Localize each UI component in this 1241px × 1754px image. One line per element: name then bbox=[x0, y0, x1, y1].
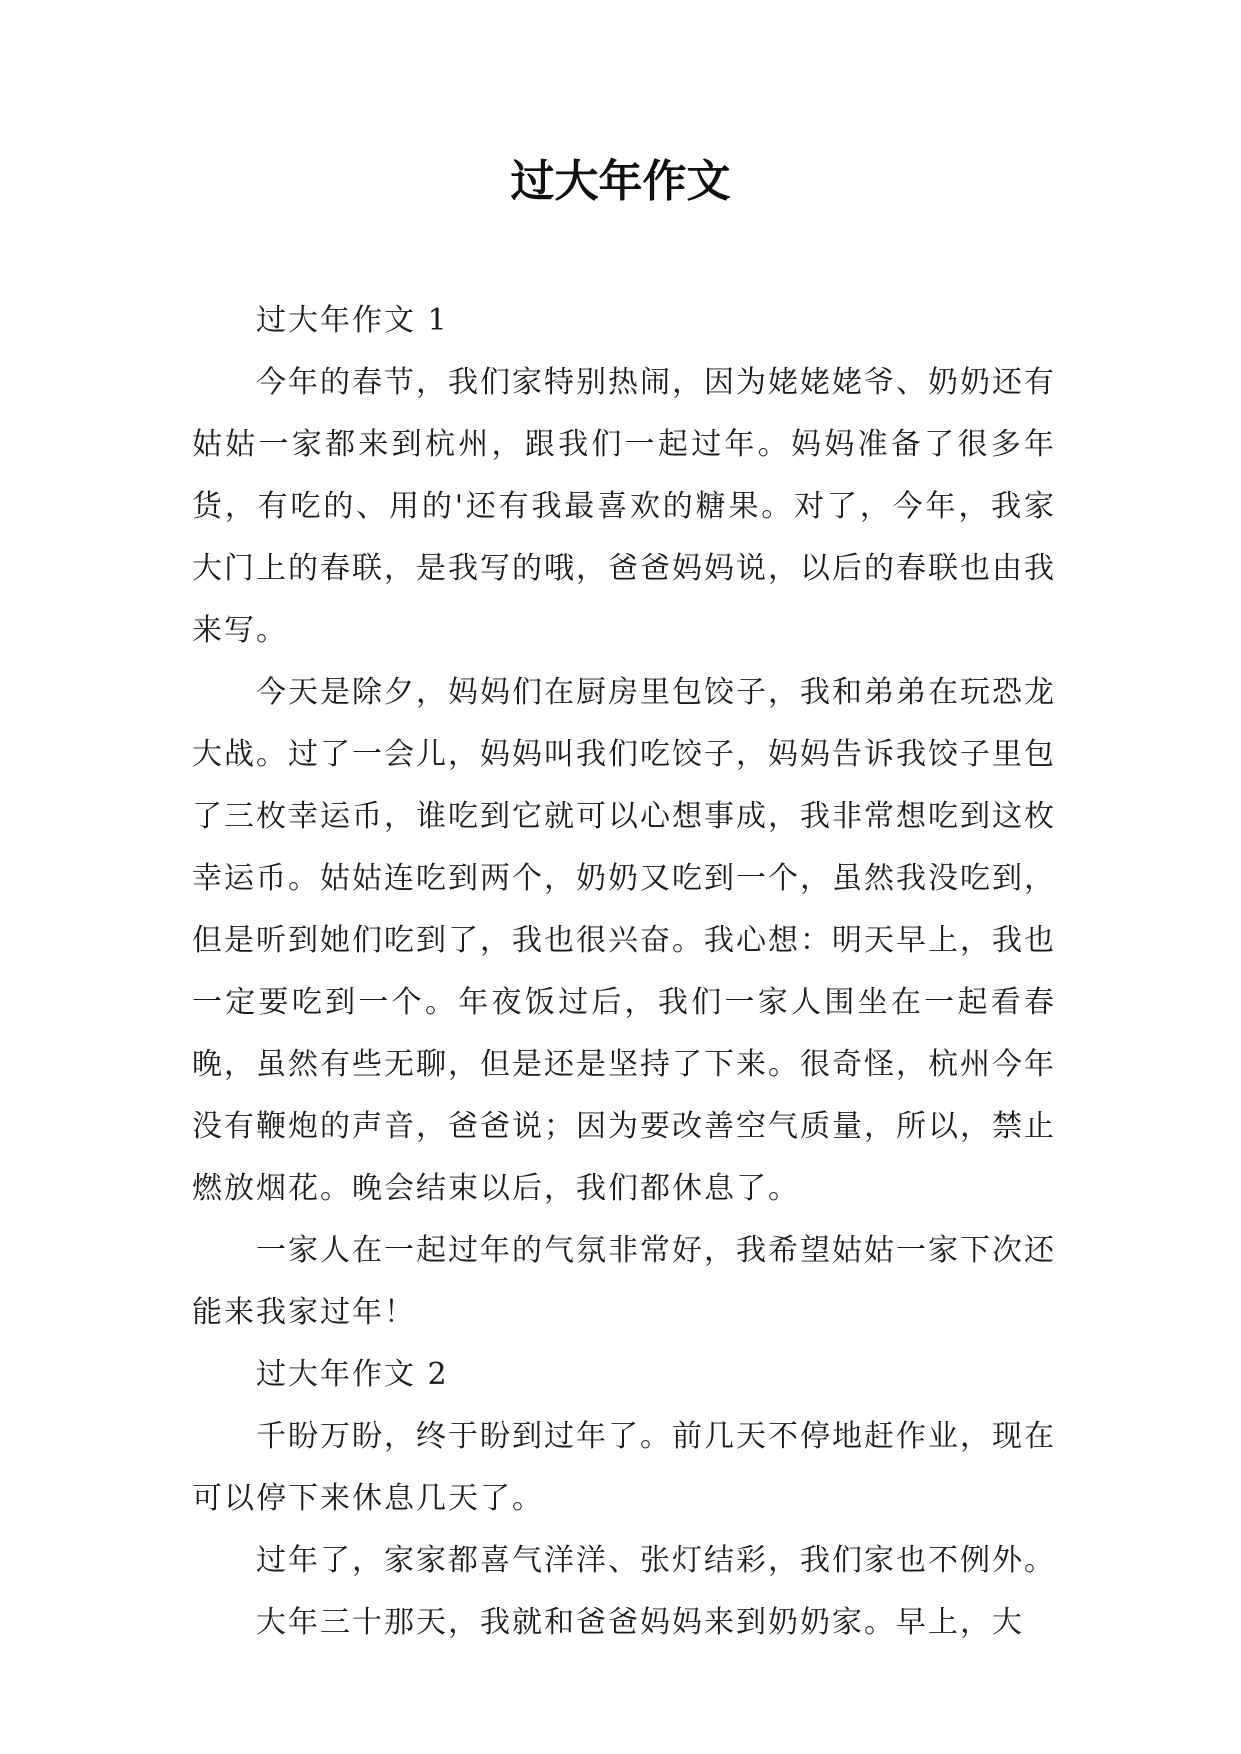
paragraph: 今年的春节，我们家特别热闹，因为姥姥姥爷、奶奶还有姑姑一家都来到杭州，跟我们一起过年。妈妈准备了很多年货，有吃的、用的'还有我最喜欢的糖果。对了，今年，我家大门上的春联，是我写的哦，爸爸妈妈说，以后的春联也由我来写。 bbox=[192, 365, 1056, 648]
section-heading-1: 过大年作文 1 bbox=[256, 303, 449, 338]
paragraph: 千盼万盼，终于盼到过年了。前几天不停地赶作业，现在可以停下来休息几天了。 bbox=[192, 1419, 1056, 1516]
paragraph: 一家人在一起过年的气氛非常好，我希望姑姑一家下次还能来我家过年！ bbox=[192, 1233, 1056, 1330]
document-body bbox=[192, 290, 1056, 1654]
paragraph: 过年了，家家都喜气洋洋、张灯结彩，我们家也不例外。 bbox=[256, 1543, 1056, 1578]
paragraph: 大年三十那天，我就和爸爸妈妈来到奶奶家。早上，大 bbox=[256, 1605, 1024, 1640]
section-heading-2: 过大年作文 2 bbox=[256, 1357, 449, 1392]
document-title: 过大年作文 bbox=[510, 156, 731, 207]
paragraph: 今天是除夕，妈妈们在厨房里包饺子，我和弟弟在玩恐龙大战。过了一会儿，妈妈叫我们吃饺子，妈妈告诉我饺子里包了三枚幸运币，谁吃到它就可以心想事成，我非常想吃到这枚幸运币。姑姑连吃到两个，奶奶又吃到一个，虽然我没吃到，但是听到她们吃到了，我也很兴奋。我心想：明天早上，我也一定要吃到一个。年夜饭过后，我们一家人围坐在一起看春晚，虽然有些无聊，但是还是坚持了下来。很奇怪，杭州今年没有鞭炮的声音，爸爸说；因为要改善空气质量，所以，禁止燃放烟花。晚会结束以后，我们都休息了。 bbox=[192, 675, 1056, 1206]
